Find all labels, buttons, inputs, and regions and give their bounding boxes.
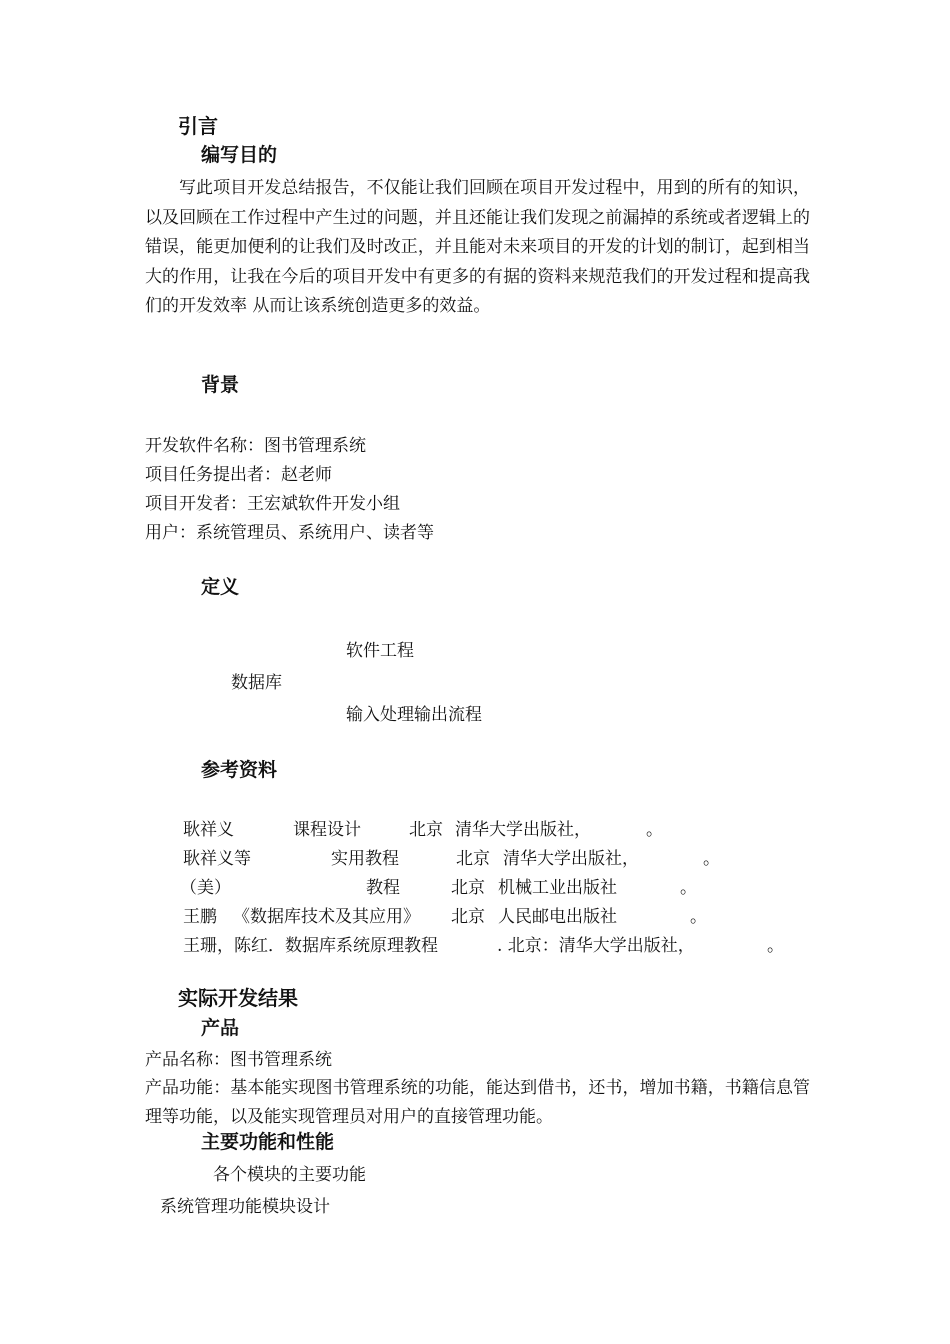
section-references-heading: 参考资料 xyxy=(201,759,278,781)
section-results-heading: 实际开发结果 xyxy=(178,986,298,1010)
ref-author-title: 王珊，陈红．数据库系统原理教程 xyxy=(183,936,438,956)
ref-title: 课程设计 xyxy=(293,820,361,840)
ref-publisher: 人民邮电出版社 xyxy=(498,907,617,927)
ref-city: 北京 xyxy=(456,849,490,869)
functions-module: 系统管理功能模块设计 xyxy=(160,1197,330,1217)
ref-city: 北京 xyxy=(409,820,443,840)
purpose-paragraph: 写此项目开发总结报告，不仅能让我们回顾在项目开发过程中，用到的所有的知识，以及回顾在工作过程中产生过的问题，并且还能让我们发现之前漏掉的系统或者逻辑上的错误，能更加便利的让我们及时改正，并且能对未来项目的开发的计划的制订，起到相当大的作用，让我在今后的项目开发中有更多的有据的资料来规范我们的开发过程和提高我们的开发效率 从而让该系统创造更多的效益。 xyxy=(145,178,810,316)
ref-publisher: 清华大学出版社， xyxy=(503,849,639,869)
definition-item: 软件工程 xyxy=(346,641,414,661)
ref-title: 教程 xyxy=(366,878,400,898)
background-line: 用户：系统管理员、系统用户、读者等 xyxy=(145,523,434,543)
ref-city: 北京 xyxy=(451,878,485,898)
definition-item: 输入处理输出流程 xyxy=(346,705,482,725)
functions-subheading: 各个模块的主要功能 xyxy=(213,1165,366,1185)
ref-author: 王鹏 xyxy=(183,907,217,927)
section-functions-heading: 主要功能和性能 xyxy=(201,1131,335,1153)
ref-city: 北京 xyxy=(451,907,485,927)
ref-publisher: 清华大学出版社， xyxy=(455,820,591,840)
ref-end: 。 xyxy=(646,820,663,840)
ref-publisher: 机械工业出版社 xyxy=(498,878,617,898)
section-purpose-heading: 编写目的 xyxy=(201,144,278,166)
ref-author: 耿祥义 xyxy=(183,820,234,840)
section-definition-heading: 定义 xyxy=(201,576,240,598)
ref-author: 耿祥义等 xyxy=(183,849,251,869)
background-line: 项目开发者：王宏斌软件开发小组 xyxy=(145,494,400,514)
ref-end: 。 xyxy=(767,936,784,956)
ref-end: 。 xyxy=(703,849,720,869)
ref-end: 。 xyxy=(680,878,697,898)
ref-title: 《数据库技术及其应用》 xyxy=(233,907,420,927)
ref-author: （美） xyxy=(180,878,231,898)
product-name: 产品名称：图书管理系统 xyxy=(145,1050,332,1070)
background-line: 项目任务提出者：赵老师 xyxy=(145,465,332,485)
background-line: 开发软件名称：图书管理系统 xyxy=(145,436,366,456)
ref-end: 。 xyxy=(690,907,707,927)
section-intro-heading: 引言 xyxy=(178,114,218,138)
definition-item: 数据库 xyxy=(231,673,282,693)
section-background-heading: 背景 xyxy=(201,374,240,396)
ref-title: 实用教程 xyxy=(331,849,399,869)
ref-publisher: . 北京：清华大学出版社， xyxy=(497,936,695,956)
section-product-heading: 产品 xyxy=(201,1017,240,1039)
product-function: 产品功能：基本能实现图书管理系统的功能，能达到借书，还书，增加书籍，书籍信息管理等功能，以及能实现管理员对用户的直接管理功能。 xyxy=(145,1078,810,1127)
